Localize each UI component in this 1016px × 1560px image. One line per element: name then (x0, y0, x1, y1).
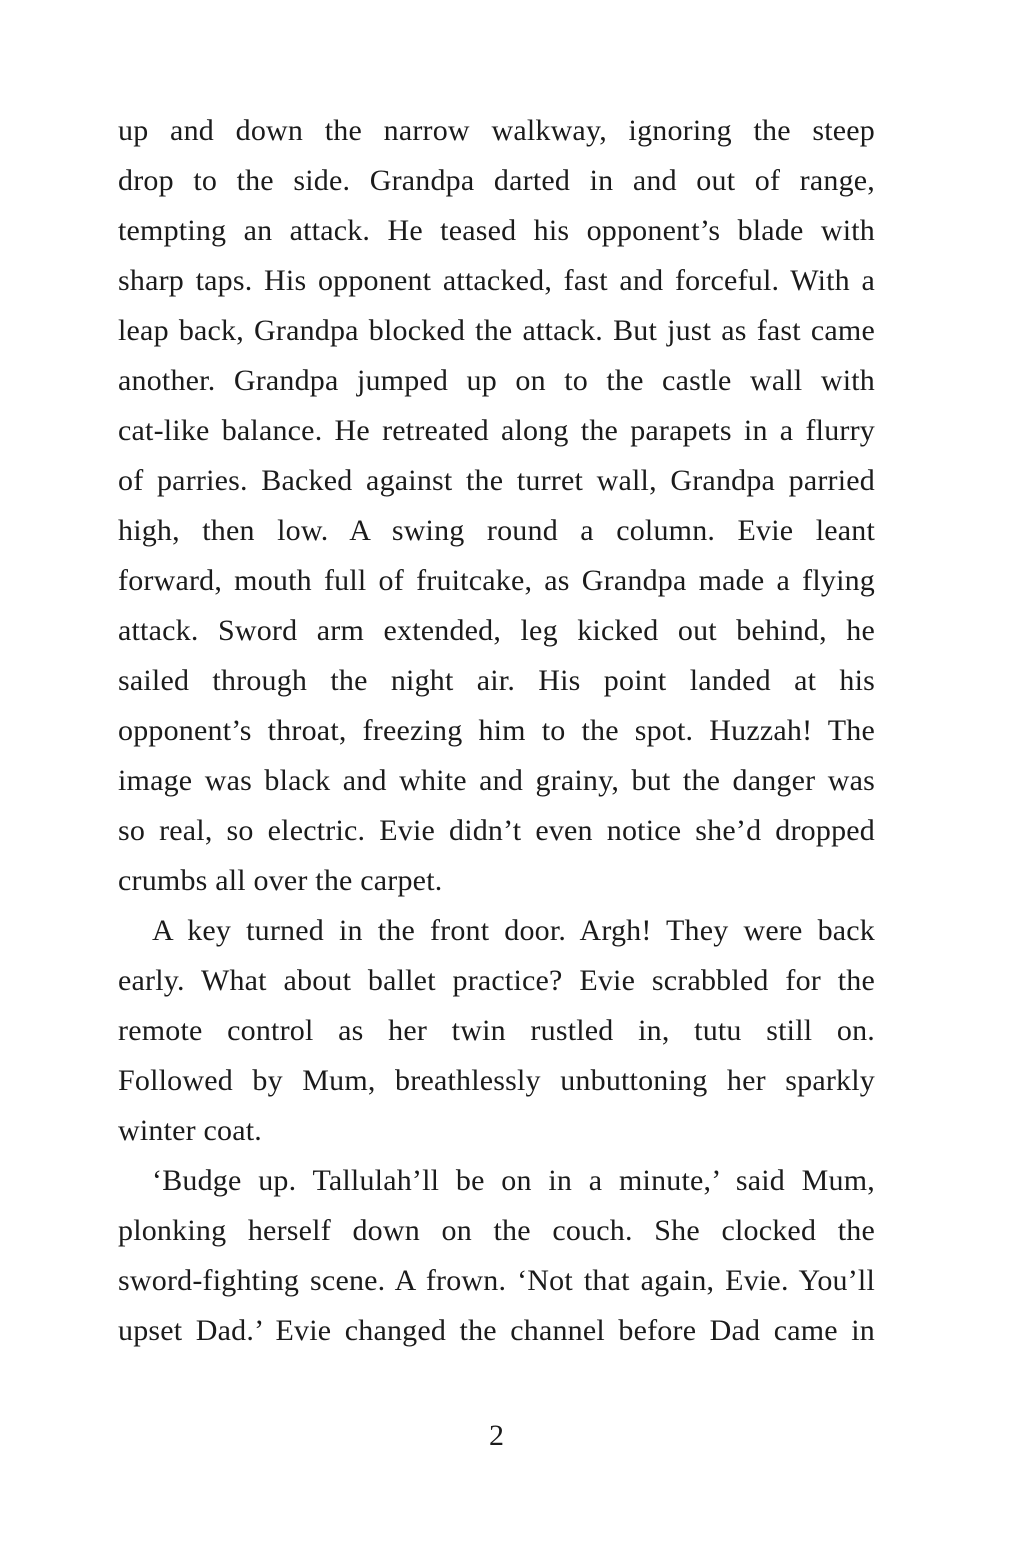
text-line: another. Grandpa jumped up on to the castle wall with (118, 364, 875, 397)
text-line: image was black and white and grainy, but the danger was (118, 764, 875, 797)
text-line: high, then low. A swing round a column. Evie leant (118, 514, 875, 547)
text-line-paragraph-end: winter coat. (118, 1114, 263, 1147)
text-line: of parries. Backed against the turret wall, Grandpa parried (118, 464, 875, 497)
text-block (118, 106, 875, 1356)
text-line: cat-like balance. He retreated along the parapets in a flurry (118, 414, 875, 447)
text-line: tempting an attack. He teased his opponent’s blade with (118, 214, 875, 247)
text-line: sword-fighting scene. A frown. ‘Not that again, Evie. You’ll (118, 1264, 875, 1297)
text-line: drop to the side. Grandpa darted in and out of range, (118, 164, 875, 197)
text-line: sharp taps. His opponent attacked, fast and forceful. With a (118, 264, 875, 297)
text-line: early. What about ballet practice? Evie scrabbled for the (118, 964, 875, 997)
text-line-paragraph-end: crumbs all over the carpet. (118, 864, 443, 897)
text-line-paragraph-start: ‘Budge up. Tallulah’ll be on in a minute,’ said Mum, (152, 1164, 875, 1197)
text-line: so real, so electric. Evie didn’t even notice she’d dropped (118, 814, 875, 847)
text-line: Followed by Mum, breathlessly unbuttoning her sparkly (118, 1064, 875, 1097)
text-line: opponent’s throat, freezing him to the spot. Huzzah! The (118, 714, 875, 747)
text-line: leap back, Grandpa blocked the attack. But just as fast came (118, 314, 875, 347)
text-line: forward, mouth full of fruitcake, as Grandpa made a flying (118, 564, 875, 597)
text-line: remote control as her twin rustled in, tutu still on. (118, 1014, 875, 1047)
text-line: attack. Sword arm extended, leg kicked out behind, he (118, 614, 875, 647)
text-line-paragraph-start: A key turned in the front door. Argh! They were back (152, 914, 875, 947)
text-line: upset Dad.’ Evie changed the channel before Dad came in (118, 1314, 875, 1347)
text-line: plonking herself down on the couch. She clocked the (118, 1214, 875, 1247)
text-line: sailed through the night air. His point landed at his (118, 664, 875, 697)
page-number: 2 (489, 1419, 504, 1452)
text-line: up and down the narrow walkway, ignoring the steep (118, 114, 875, 147)
